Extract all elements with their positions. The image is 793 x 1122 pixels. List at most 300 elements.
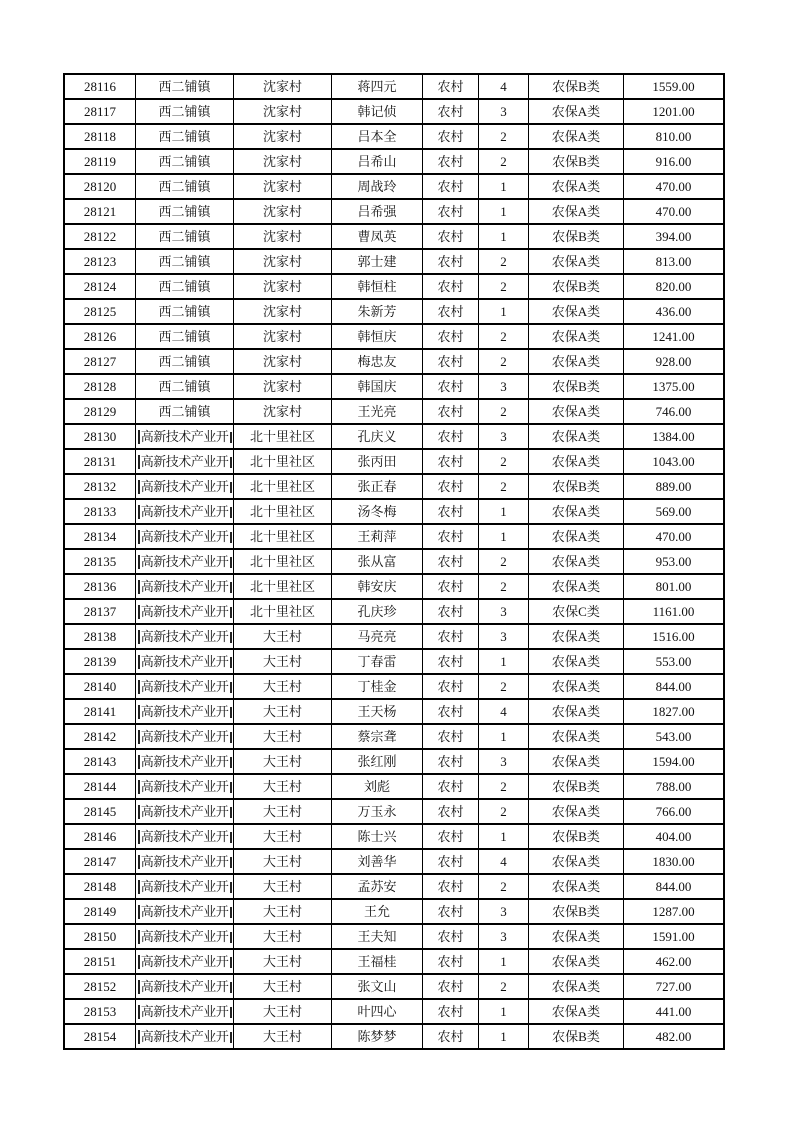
cell-household-type: 农村	[423, 174, 479, 199]
cell-household-type: 农村	[423, 624, 479, 649]
insurance-records-table	[63, 73, 725, 1050]
cell-serial-number: 28117	[64, 99, 136, 124]
cell-town: 西二铺镇	[136, 399, 234, 424]
cell-person-count: 1	[479, 724, 529, 749]
cell-person-name: 吕希强	[332, 199, 423, 224]
cell-serial-number: 28119	[64, 149, 136, 174]
cell-town: 高新技术产业开	[136, 799, 234, 824]
cell-person-count: 3	[479, 749, 529, 774]
cell-village: 沈家村	[234, 399, 332, 424]
cell-village: 沈家村	[234, 299, 332, 324]
cell-person-name: 曹凤英	[332, 224, 423, 249]
cell-serial-number: 28131	[64, 449, 136, 474]
cell-amount: 1375.00	[624, 374, 724, 399]
cell-serial-number: 28129	[64, 399, 136, 424]
cell-village: 大王村	[234, 874, 332, 899]
cell-person-count: 2	[479, 449, 529, 474]
cell-household-type: 农村	[423, 949, 479, 974]
cell-serial-number: 28126	[64, 324, 136, 349]
cell-person-count: 1	[479, 524, 529, 549]
table-row	[64, 974, 724, 999]
cell-serial-number: 28118	[64, 124, 136, 149]
cell-household-type: 农村	[423, 574, 479, 599]
cell-town: 高新技术产业开	[136, 674, 234, 699]
cell-serial-number: 28136	[64, 574, 136, 599]
cell-serial-number: 28130	[64, 424, 136, 449]
table-row	[64, 649, 724, 674]
cell-person-count: 1	[479, 824, 529, 849]
cell-person-name: 王莉萍	[332, 524, 423, 549]
cell-town: 西二铺镇	[136, 199, 234, 224]
cell-insurance-category: 农保A类	[529, 699, 624, 724]
cell-household-type: 农村	[423, 124, 479, 149]
cell-person-count: 2	[479, 349, 529, 374]
table-row	[64, 474, 724, 499]
cell-person-name: 韩国庆	[332, 374, 423, 399]
table-row	[64, 949, 724, 974]
cell-person-name: 韩记侦	[332, 99, 423, 124]
cell-household-type: 农村	[423, 299, 479, 324]
cell-amount: 953.00	[624, 549, 724, 574]
cell-amount: 889.00	[624, 474, 724, 499]
cell-insurance-category: 农保A类	[529, 924, 624, 949]
cell-amount: 810.00	[624, 124, 724, 149]
cell-town: 高新技术产业开	[136, 624, 234, 649]
cell-household-type: 农村	[423, 99, 479, 124]
cell-town: 高新技术产业开	[136, 699, 234, 724]
cell-household-type: 农村	[423, 149, 479, 174]
cell-serial-number: 28154	[64, 1024, 136, 1049]
cell-person-count: 1	[479, 1024, 529, 1049]
cell-town: 西二铺镇	[136, 74, 234, 99]
cell-insurance-category: 农保A类	[529, 449, 624, 474]
cell-amount: 404.00	[624, 824, 724, 849]
cell-serial-number: 28122	[64, 224, 136, 249]
cell-person-count: 2	[479, 674, 529, 699]
table-row	[64, 449, 724, 474]
cell-person-count: 1	[479, 499, 529, 524]
cell-person-count: 3	[479, 424, 529, 449]
cell-household-type: 农村	[423, 974, 479, 999]
cell-serial-number: 28127	[64, 349, 136, 374]
table-row	[64, 899, 724, 924]
cell-person-count: 1	[479, 199, 529, 224]
cell-village: 沈家村	[234, 349, 332, 374]
cell-insurance-category: 农保B类	[529, 274, 624, 299]
cell-amount: 813.00	[624, 249, 724, 274]
cell-serial-number: 28134	[64, 524, 136, 549]
cell-village: 北十里社区	[234, 449, 332, 474]
table-row	[64, 74, 724, 99]
cell-household-type: 农村	[423, 499, 479, 524]
cell-person-count: 1	[479, 174, 529, 199]
cell-person-count: 2	[479, 774, 529, 799]
table-row	[64, 99, 724, 124]
cell-amount: 820.00	[624, 274, 724, 299]
cell-village: 大王村	[234, 949, 332, 974]
table-row	[64, 424, 724, 449]
table-row	[64, 924, 724, 949]
cell-household-type: 农村	[423, 674, 479, 699]
table-row	[64, 349, 724, 374]
cell-household-type: 农村	[423, 724, 479, 749]
cell-person-name: 孟苏安	[332, 874, 423, 899]
cell-person-count: 3	[479, 624, 529, 649]
table-row	[64, 824, 724, 849]
cell-household-type: 农村	[423, 474, 479, 499]
cell-person-count: 3	[479, 599, 529, 624]
cell-insurance-category: 农保A类	[529, 499, 624, 524]
cell-household-type: 农村	[423, 749, 479, 774]
cell-person-count: 1	[479, 999, 529, 1024]
cell-insurance-category: 农保A类	[529, 849, 624, 874]
cell-town: 西二铺镇	[136, 324, 234, 349]
cell-serial-number: 28146	[64, 824, 136, 849]
cell-person-name: 丁桂金	[332, 674, 423, 699]
cell-town: 西二铺镇	[136, 349, 234, 374]
cell-person-name: 孔庆珍	[332, 599, 423, 624]
cell-household-type: 农村	[423, 649, 479, 674]
cell-person-name: 韩恒庆	[332, 324, 423, 349]
cell-serial-number: 28137	[64, 599, 136, 624]
table-row	[64, 249, 724, 274]
cell-person-name: 汤冬梅	[332, 499, 423, 524]
cell-amount: 1043.00	[624, 449, 724, 474]
cell-person-name: 丁春雷	[332, 649, 423, 674]
cell-town: 西二铺镇	[136, 99, 234, 124]
cell-insurance-category: 农保A类	[529, 624, 624, 649]
cell-insurance-category: 农保B类	[529, 774, 624, 799]
cell-person-name: 王天杨	[332, 699, 423, 724]
cell-village: 大王村	[234, 899, 332, 924]
cell-town: 高新技术产业开	[136, 999, 234, 1024]
cell-person-count: 2	[479, 124, 529, 149]
cell-serial-number: 28149	[64, 899, 136, 924]
cell-person-count: 2	[479, 274, 529, 299]
cell-person-count: 2	[479, 974, 529, 999]
cell-person-name: 吕本全	[332, 124, 423, 149]
cell-amount: 394.00	[624, 224, 724, 249]
cell-household-type: 农村	[423, 224, 479, 249]
cell-person-name: 梅忠友	[332, 349, 423, 374]
cell-village: 北十里社区	[234, 524, 332, 549]
cell-amount: 1516.00	[624, 624, 724, 649]
cell-person-name: 韩安庆	[332, 574, 423, 599]
cell-person-name: 万玉永	[332, 799, 423, 824]
cell-person-name: 蔡宗聋	[332, 724, 423, 749]
cell-village: 沈家村	[234, 224, 332, 249]
cell-person-count: 2	[479, 474, 529, 499]
cell-amount: 746.00	[624, 399, 724, 424]
cell-household-type: 农村	[423, 924, 479, 949]
cell-person-name: 张正春	[332, 474, 423, 499]
cell-insurance-category: 农保C类	[529, 599, 624, 624]
cell-person-count: 2	[479, 549, 529, 574]
cell-person-count: 2	[479, 149, 529, 174]
cell-person-count: 4	[479, 699, 529, 724]
cell-serial-number: 28125	[64, 299, 136, 324]
cell-amount: 1830.00	[624, 849, 724, 874]
table-row	[64, 224, 724, 249]
cell-town: 西二铺镇	[136, 149, 234, 174]
cell-serial-number: 28139	[64, 649, 136, 674]
cell-household-type: 农村	[423, 349, 479, 374]
cell-serial-number: 28123	[64, 249, 136, 274]
cell-village: 大王村	[234, 674, 332, 699]
cell-village: 北十里社区	[234, 424, 332, 449]
table-row	[64, 399, 724, 424]
cell-serial-number: 28116	[64, 74, 136, 99]
cell-village: 大王村	[234, 749, 332, 774]
cell-village: 沈家村	[234, 249, 332, 274]
cell-person-name: 蒋四元	[332, 74, 423, 99]
cell-village: 大王村	[234, 724, 332, 749]
cell-insurance-category: 农保A类	[529, 424, 624, 449]
cell-person-name: 刘善华	[332, 849, 423, 874]
cell-household-type: 农村	[423, 849, 479, 874]
cell-insurance-category: 农保A类	[529, 799, 624, 824]
cell-town: 高新技术产业开	[136, 849, 234, 874]
cell-insurance-category: 农保A类	[529, 324, 624, 349]
table-row	[64, 849, 724, 874]
cell-village: 沈家村	[234, 199, 332, 224]
cell-serial-number: 28138	[64, 624, 136, 649]
cell-serial-number: 28124	[64, 274, 136, 299]
cell-amount: 1827.00	[624, 699, 724, 724]
table-row	[64, 674, 724, 699]
cell-town: 高新技术产业开	[136, 474, 234, 499]
table-row	[64, 174, 724, 199]
cell-town: 西二铺镇	[136, 274, 234, 299]
cell-insurance-category: 农保A类	[529, 974, 624, 999]
table-row	[64, 324, 724, 349]
table-row	[64, 724, 724, 749]
cell-person-count: 4	[479, 74, 529, 99]
cell-household-type: 农村	[423, 249, 479, 274]
cell-amount: 844.00	[624, 874, 724, 899]
cell-town: 高新技术产业开	[136, 974, 234, 999]
cell-insurance-category: 农保B类	[529, 74, 624, 99]
cell-town: 高新技术产业开	[136, 549, 234, 574]
cell-household-type: 农村	[423, 774, 479, 799]
cell-person-count: 1	[479, 224, 529, 249]
table-row	[64, 774, 724, 799]
cell-person-name: 张红刚	[332, 749, 423, 774]
cell-amount: 928.00	[624, 349, 724, 374]
cell-insurance-category: 农保A类	[529, 674, 624, 699]
cell-amount: 1594.00	[624, 749, 724, 774]
cell-household-type: 农村	[423, 324, 479, 349]
cell-insurance-category: 农保A类	[529, 299, 624, 324]
cell-village: 沈家村	[234, 124, 332, 149]
cell-serial-number: 28120	[64, 174, 136, 199]
table-row	[64, 599, 724, 624]
cell-amount: 1201.00	[624, 99, 724, 124]
cell-person-name: 王夫知	[332, 924, 423, 949]
cell-insurance-category: 农保B类	[529, 149, 624, 174]
cell-village: 大王村	[234, 999, 332, 1024]
cell-village: 大王村	[234, 974, 332, 999]
cell-town: 高新技术产业开	[136, 724, 234, 749]
cell-amount: 766.00	[624, 799, 724, 824]
cell-town: 高新技术产业开	[136, 749, 234, 774]
cell-amount: 801.00	[624, 574, 724, 599]
cell-insurance-category: 农保A类	[529, 749, 624, 774]
cell-village: 沈家村	[234, 274, 332, 299]
cell-town: 西二铺镇	[136, 374, 234, 399]
cell-household-type: 农村	[423, 999, 479, 1024]
table-row	[64, 874, 724, 899]
cell-household-type: 农村	[423, 399, 479, 424]
cell-amount: 441.00	[624, 999, 724, 1024]
table-row	[64, 799, 724, 824]
cell-person-name: 刘彪	[332, 774, 423, 799]
cell-town: 高新技术产业开	[136, 449, 234, 474]
cell-person-name: 王光亮	[332, 399, 423, 424]
cell-village: 沈家村	[234, 74, 332, 99]
cell-amount: 462.00	[624, 949, 724, 974]
cell-serial-number: 28143	[64, 749, 136, 774]
cell-person-name: 周战玲	[332, 174, 423, 199]
cell-household-type: 农村	[423, 274, 479, 299]
cell-village: 沈家村	[234, 174, 332, 199]
cell-person-count: 1	[479, 649, 529, 674]
cell-person-name: 张文山	[332, 974, 423, 999]
cell-town: 高新技术产业开	[136, 899, 234, 924]
cell-person-name: 陈士兴	[332, 824, 423, 849]
cell-town: 高新技术产业开	[136, 499, 234, 524]
cell-insurance-category: 农保A类	[529, 99, 624, 124]
cell-insurance-category: 农保B类	[529, 224, 624, 249]
cell-household-type: 农村	[423, 599, 479, 624]
table-row	[64, 299, 724, 324]
cell-town: 高新技术产业开	[136, 924, 234, 949]
cell-amount: 569.00	[624, 499, 724, 524]
cell-insurance-category: 农保A类	[529, 524, 624, 549]
cell-town: 高新技术产业开	[136, 824, 234, 849]
cell-amount: 1384.00	[624, 424, 724, 449]
cell-serial-number: 28145	[64, 799, 136, 824]
cell-person-count: 2	[479, 249, 529, 274]
cell-serial-number: 28153	[64, 999, 136, 1024]
cell-town: 西二铺镇	[136, 299, 234, 324]
cell-town: 高新技术产业开	[136, 599, 234, 624]
cell-person-count: 1	[479, 299, 529, 324]
cell-household-type: 农村	[423, 899, 479, 924]
cell-insurance-category: 农保A类	[529, 549, 624, 574]
cell-insurance-category: 农保A类	[529, 249, 624, 274]
table-row	[64, 549, 724, 574]
cell-household-type: 农村	[423, 424, 479, 449]
cell-household-type: 农村	[423, 449, 479, 474]
cell-amount: 553.00	[624, 649, 724, 674]
cell-amount: 1161.00	[624, 599, 724, 624]
table-row	[64, 499, 724, 524]
cell-amount: 1559.00	[624, 74, 724, 99]
cell-person-count: 4	[479, 849, 529, 874]
cell-serial-number: 28140	[64, 674, 136, 699]
cell-insurance-category: 农保B类	[529, 474, 624, 499]
cell-town: 高新技术产业开	[136, 649, 234, 674]
cell-person-name: 孔庆义	[332, 424, 423, 449]
cell-insurance-category: 农保A类	[529, 724, 624, 749]
cell-insurance-category: 农保A类	[529, 574, 624, 599]
cell-village: 北十里社区	[234, 599, 332, 624]
cell-amount: 1287.00	[624, 899, 724, 924]
cell-town: 高新技术产业开	[136, 874, 234, 899]
cell-serial-number: 28121	[64, 199, 136, 224]
table-row	[64, 574, 724, 599]
cell-person-count: 2	[479, 574, 529, 599]
cell-village: 沈家村	[234, 99, 332, 124]
cell-serial-number: 28151	[64, 949, 136, 974]
cell-village: 北十里社区	[234, 474, 332, 499]
cell-town: 高新技术产业开	[136, 774, 234, 799]
cell-town: 西二铺镇	[136, 249, 234, 274]
cell-village: 大王村	[234, 624, 332, 649]
cell-insurance-category: 农保B类	[529, 374, 624, 399]
cell-household-type: 农村	[423, 699, 479, 724]
cell-person-name: 郭士建	[332, 249, 423, 274]
cell-village: 北十里社区	[234, 499, 332, 524]
cell-household-type: 农村	[423, 524, 479, 549]
cell-person-name: 叶四心	[332, 999, 423, 1024]
cell-village: 北十里社区	[234, 574, 332, 599]
cell-amount: 727.00	[624, 974, 724, 999]
cell-person-name: 韩恒柱	[332, 274, 423, 299]
cell-insurance-category: 农保B类	[529, 1024, 624, 1049]
cell-town: 西二铺镇	[136, 174, 234, 199]
cell-serial-number: 28142	[64, 724, 136, 749]
cell-serial-number: 28144	[64, 774, 136, 799]
cell-person-name: 王福桂	[332, 949, 423, 974]
cell-village: 大王村	[234, 824, 332, 849]
cell-serial-number: 28141	[64, 699, 136, 724]
cell-insurance-category: 农保A类	[529, 649, 624, 674]
cell-amount: 1241.00	[624, 324, 724, 349]
cell-household-type: 农村	[423, 1024, 479, 1049]
cell-amount: 436.00	[624, 299, 724, 324]
cell-insurance-category: 农保A类	[529, 174, 624, 199]
cell-amount: 470.00	[624, 524, 724, 549]
table-row	[64, 749, 724, 774]
cell-person-count: 2	[479, 324, 529, 349]
cell-household-type: 农村	[423, 199, 479, 224]
table-row	[64, 999, 724, 1024]
cell-person-name: 张从富	[332, 549, 423, 574]
cell-household-type: 农村	[423, 374, 479, 399]
cell-village: 大王村	[234, 924, 332, 949]
cell-insurance-category: 农保B类	[529, 899, 624, 924]
cell-household-type: 农村	[423, 824, 479, 849]
cell-serial-number: 28152	[64, 974, 136, 999]
cell-amount: 543.00	[624, 724, 724, 749]
cell-person-name: 马亮亮	[332, 624, 423, 649]
cell-person-count: 3	[479, 924, 529, 949]
cell-serial-number: 28150	[64, 924, 136, 949]
cell-person-count: 2	[479, 874, 529, 899]
cell-insurance-category: 农保A类	[529, 874, 624, 899]
cell-town: 高新技术产业开	[136, 424, 234, 449]
cell-amount: 788.00	[624, 774, 724, 799]
cell-village: 沈家村	[234, 324, 332, 349]
cell-town: 西二铺镇	[136, 224, 234, 249]
cell-amount: 1591.00	[624, 924, 724, 949]
cell-serial-number: 28135	[64, 549, 136, 574]
cell-village: 大王村	[234, 774, 332, 799]
cell-person-count: 3	[479, 99, 529, 124]
cell-household-type: 农村	[423, 549, 479, 574]
